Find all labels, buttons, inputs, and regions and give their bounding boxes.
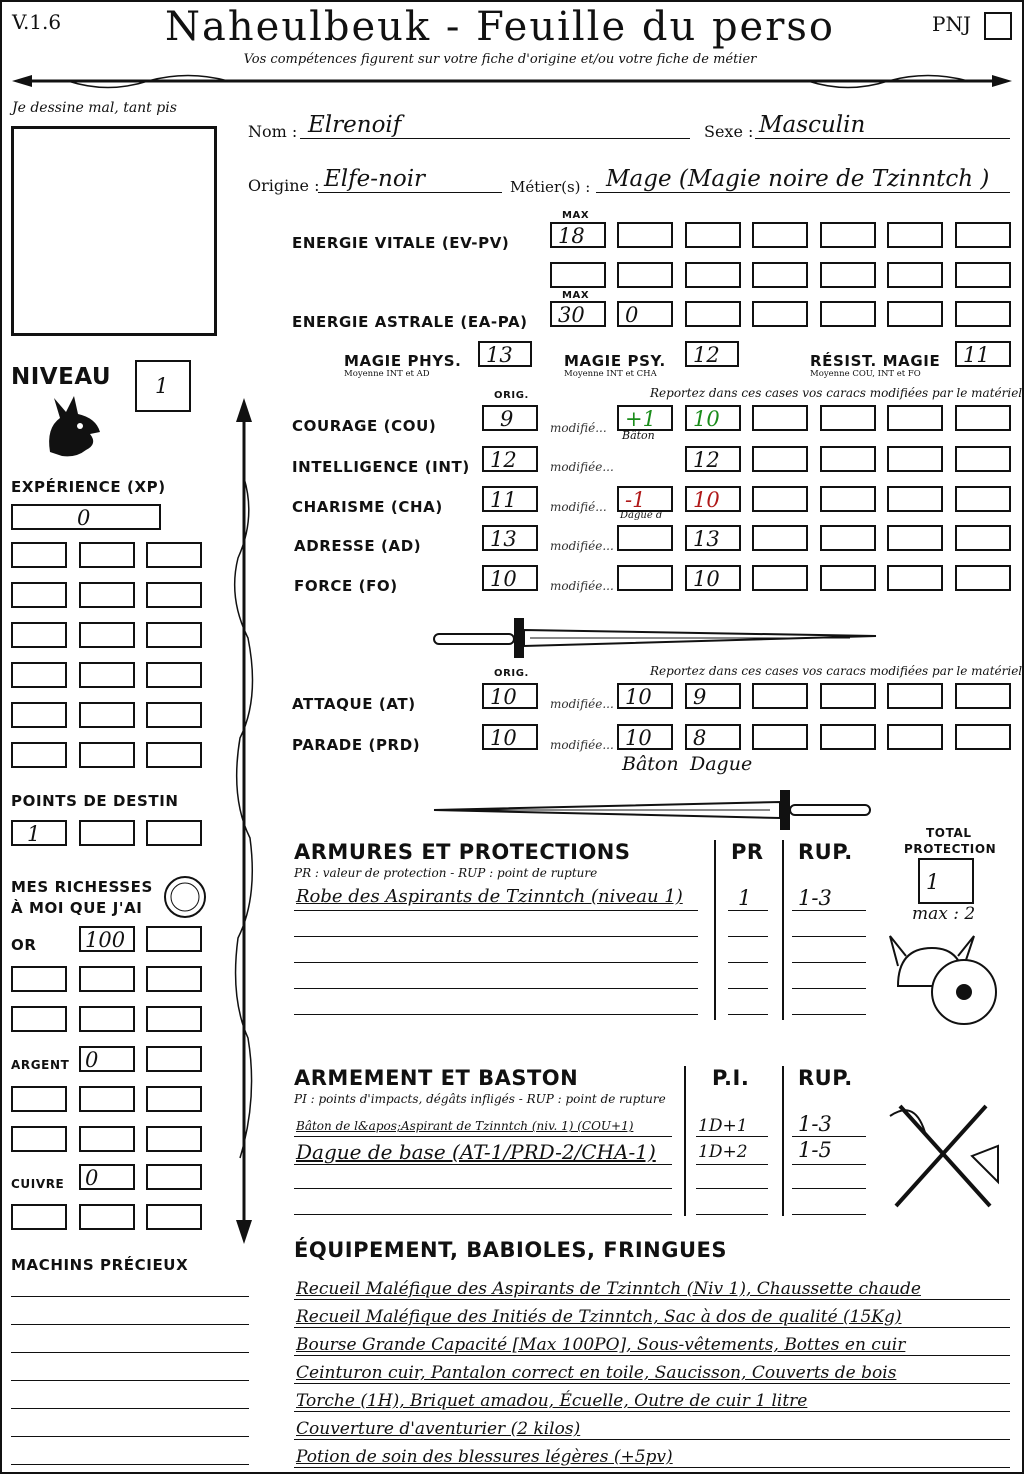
weapons-icon [886,1096,1006,1216]
parade-box-1[interactable] [617,724,673,750]
carac-value-box[interactable] [685,405,741,431]
total-protection-box[interactable] [918,858,974,904]
or-box[interactable] [79,1006,135,1032]
ev-box[interactable] [955,262,1011,288]
armure-pr-line[interactable] [728,884,768,911]
carac-delta-value: -1 [625,488,646,512]
xp-grid-box[interactable] [79,702,135,728]
combat-extra-box[interactable] [820,683,876,709]
armures-pr-header: PR [731,840,764,864]
ea-label: ENERGIE ASTRALE (EA-PA) [292,313,528,331]
xp-grid-box[interactable] [146,702,202,728]
armure-name-line[interactable] [294,990,698,1015]
attaque-orig-value: 10 [490,685,517,709]
xp-grid-box[interactable] [11,582,67,608]
attaque-label: ATTAQUE (AT) [292,695,416,713]
armure-pr-line[interactable] [728,990,768,1015]
version-label: V.1.6 [12,10,62,34]
weapon-b-label: Dague [690,753,753,775]
total-protection-label: TOTAL [926,826,972,840]
total-protection-label-2: PROTECTION [904,842,997,856]
carac-delta-box[interactable] [617,525,673,551]
portrait-box[interactable] [11,126,217,336]
metier-label: Métier(s) : [510,178,591,196]
magie-phys-box[interactable] [478,341,532,367]
machins-line[interactable] [11,1330,249,1353]
equipement-line[interactable] [294,1384,1010,1412]
machins-line[interactable] [11,1414,249,1437]
carac-extra-box[interactable] [820,486,876,512]
arme-pi-line[interactable] [696,1166,768,1189]
magie-phys-note: Moyenne INT et AD [344,369,430,379]
resist-magie-value: 11 [963,343,990,367]
equipement-line[interactable] [294,1272,1010,1300]
ea-max-label: MAX [562,290,590,301]
carac-extra-box[interactable] [955,525,1011,551]
resist-magie-box[interactable] [955,341,1011,367]
carac-modif-label: modifiée... [550,539,614,553]
carac-modif-label: modifiée... [550,579,614,593]
armure-pr-line[interactable] [728,964,768,989]
carac-orig-value: 13 [490,527,517,551]
arme-rup: 1-5 [798,1138,832,1162]
arme-rup-line[interactable] [792,1112,866,1137]
machins-line[interactable] [11,1442,249,1465]
ea-current-value: 0 [625,303,639,327]
carac-label-int: INTELLIGENCE (INT) [292,458,470,476]
ev-box[interactable] [887,262,943,288]
xp-grid-box[interactable] [146,582,202,608]
parade-orig-value: 10 [490,726,517,750]
armure-name-line[interactable] [294,938,698,963]
arme-pi-line[interactable] [696,1192,768,1215]
total-protection-max: max : 2 [912,904,976,924]
carac-value: 12 [693,448,720,472]
ea-current-box[interactable] [617,301,673,327]
ea-box[interactable] [955,301,1011,327]
carac-extra-box[interactable] [887,486,943,512]
carac-extra-box[interactable] [820,525,876,551]
carac-note: Reportez dans ces cases vos caracs modifiées par le matériel [650,386,1023,400]
armure-rup-line[interactable] [792,912,866,937]
carac-orig-box[interactable] [482,446,538,472]
argent-box[interactable] [79,1126,135,1152]
arme-name: Bâton de l&apos;Aspirant de Tzinntch (niv. 1) (COU+1) [296,1119,634,1133]
cuivre-box[interactable] [11,1204,67,1230]
carac-delta-value: +1 [625,407,656,431]
arme-pi: 1D+2 [698,1142,748,1162]
carac-value: 10 [693,488,720,512]
carac-extra-box[interactable] [752,405,808,431]
attaque-box-1[interactable] [617,683,673,709]
parade-label: PARADE (PRD) [292,736,421,754]
helmet-shield-icon [888,926,1000,1030]
carac-extra-box[interactable] [752,565,808,591]
magie-phys-label: MAGIE PHYS. [344,352,462,370]
argent-value: 0 [85,1048,99,1072]
carac-value: 10 [693,567,720,591]
or-value: 100 [85,928,126,952]
carac-extra-box[interactable] [752,486,808,512]
armure-rup-line[interactable] [792,884,866,911]
combat-extra-box[interactable] [752,683,808,709]
weapon-a-label: Bâton [622,753,679,775]
origine-field[interactable] [318,166,502,193]
armure-name-line[interactable] [294,912,698,937]
argent-box[interactable] [79,1046,135,1072]
carac-delta-box[interactable] [617,565,673,591]
xp-grid-box[interactable] [79,742,135,768]
xp-grid-box[interactable] [146,622,202,648]
armement-divider [684,1066,686,1216]
arme-name: Dague de base (AT-1/PRD-2/CHA-1) [296,1140,656,1164]
pnj-checkbox[interactable] [984,12,1012,40]
carac-extra-box[interactable] [887,446,943,472]
equipement-text: Recueil Maléfique des Aspirants de Tzinntch (Niv 1), Chaussette chaude [296,1279,921,1299]
argent-box[interactable] [146,1086,202,1112]
parade-value-1: 10 [625,726,652,750]
combat-extra-box[interactable] [752,724,808,750]
ev-max-label: MAX [562,210,590,221]
cuivre-box[interactable] [146,1204,202,1230]
carac-orig-label: ORIG. [494,390,529,401]
carac-extra-box[interactable] [887,405,943,431]
destin-value: 1 [27,822,41,846]
destin-label: POINTS DE DESTIN [11,792,179,810]
ea-max-box[interactable] [550,301,606,327]
or-label: OR [11,936,37,954]
xp-grid-box[interactable] [146,662,202,688]
carac-modif-label: modifié... [550,500,607,514]
armure-pr-line[interactable] [728,938,768,963]
ea-box[interactable] [685,301,741,327]
carac-extra-box[interactable] [887,525,943,551]
destin-box[interactable] [146,820,202,846]
carac-orig-box[interactable] [482,486,538,512]
attaque-box-2[interactable] [685,683,741,709]
armure-name: Robe des Aspirants de Tzinntch (niveau 1) [296,886,683,907]
carac-value-box[interactable] [685,525,741,551]
armure-rup-line[interactable] [792,964,866,989]
or-box[interactable] [79,966,135,992]
arme-rup-line[interactable] [792,1166,866,1189]
equipement-line[interactable] [294,1328,1010,1356]
combat-extra-box[interactable] [887,724,943,750]
magie-psy-value: 12 [693,343,720,367]
ev-box[interactable] [887,222,943,248]
carac-label-cha: CHARISME (CHA) [292,498,443,516]
arme-name-line[interactable] [294,1192,672,1215]
argent-box[interactable] [79,1086,135,1112]
ea-box[interactable] [887,301,943,327]
armement-note: PI : points d'impacts, dégâts infligés - RUP : point de rupture [294,1092,666,1106]
arme-pi: 1D+1 [698,1116,748,1136]
ev-box[interactable] [955,222,1011,248]
attaque-modif-label: modifiée... [550,697,614,711]
origine-label: Origine : [248,176,320,195]
metier-field[interactable] [596,166,1010,193]
armure-pr-line[interactable] [728,912,768,937]
spear-divider-icon [8,66,1016,96]
ev-box[interactable] [685,262,741,288]
carac-delta-note: Bâton [622,429,655,442]
carac-orig-value: 9 [500,407,514,431]
armure-name-line[interactable] [294,964,698,989]
combat-extra-box[interactable] [820,724,876,750]
cuivre-label: CUIVRE [11,1177,65,1191]
arme-rup-line[interactable] [792,1140,866,1165]
sword-icon [430,786,874,834]
carac-orig-value: 11 [490,488,517,512]
carac-value: 10 [693,407,720,431]
carac-modif-label: modifiée... [550,460,614,474]
cuivre-box[interactable] [79,1164,135,1190]
xp-grid-box[interactable] [146,742,202,768]
carac-modif-label: modifié... [550,421,607,435]
equipement-line[interactable] [294,1356,1010,1384]
xp-box[interactable] [11,504,161,530]
sexe-label: Sexe : [704,122,754,141]
xp-grid-box[interactable] [11,662,67,688]
sword-icon [430,614,880,662]
or-box[interactable] [146,1006,202,1032]
carac-delta-note: Dague d [620,510,663,521]
xp-grid-box[interactable] [79,662,135,688]
ev-box[interactable] [617,222,673,248]
arme-pi-line[interactable] [696,1140,768,1165]
equipement-text: Bourse Grande Capacité [Max 100PO], Sous-vêtements, Bottes en cuir [296,1335,906,1355]
carac-extra-box[interactable] [820,446,876,472]
carac-orig-box[interactable] [482,565,538,591]
equipement-text: Recueil Maléfique des Initiés de Tzinntch, Sac à dos de qualité (15Kg) [296,1307,902,1327]
dragon-icon [40,392,106,464]
machins-line[interactable] [11,1274,249,1297]
sexe-field[interactable] [755,112,1010,139]
page-title: Naheulbeuk - Feuille du perso [165,4,835,50]
attaque-orig-box[interactable] [482,683,538,709]
combat-orig-label: ORIG. [494,668,529,679]
magie-psy-label: MAGIE PSY. [564,352,666,370]
ea-box[interactable] [820,301,876,327]
cuivre-value: 0 [85,1166,99,1190]
machins-label: MACHINS PRÉCIEUX [11,1256,189,1274]
carac-extra-box[interactable] [955,446,1011,472]
nom-label: Nom : [248,122,298,141]
combat-note: Reportez dans ces cases vos caracs modifiées par le matériel [650,664,1023,678]
carac-extra-box[interactable] [955,405,1011,431]
machins-line[interactable] [11,1386,249,1409]
metier-value: Mage (Magie noire de Tzinntch ) [606,166,990,192]
nom-value: Elrenoif [308,112,402,138]
page-subtitle: Vos compétences figurent sur votre fiche d'origine et/ou votre fiche de métier [243,52,757,67]
carac-extra-box[interactable] [820,405,876,431]
xp-grid-box[interactable] [11,742,67,768]
carac-orig-box[interactable] [482,405,538,431]
portrait-caption: Je dessine mal, tant pis [12,100,177,116]
carac-label-ad: ADRESSE (AD) [294,537,422,555]
equipement-text: Ceinturon cuir, Pantalon correct en toile, Saucisson, Couverts de bois [296,1363,897,1383]
armement-pi-header: P.I. [712,1066,750,1090]
armure-rup: 1-3 [798,886,832,910]
ev-box[interactable] [685,222,741,248]
destin-box[interactable] [79,820,135,846]
arme-rup: 1-3 [798,1112,832,1136]
or-box[interactable] [11,1006,67,1032]
argent-box[interactable] [11,1126,67,1152]
coin-icon [162,874,208,920]
carac-extra-box[interactable] [955,486,1011,512]
xp-grid-box[interactable] [79,622,135,648]
argent-box[interactable] [146,1126,202,1152]
carac-orig-value: 12 [490,448,517,472]
armures-note: PR : valeur de protection - RUP : point de rupture [294,866,598,880]
ev-box[interactable] [820,262,876,288]
carac-orig-box[interactable] [482,525,538,551]
equipement-title: ÉQUIPEMENT, BABIOLES, FRINGUES [294,1238,727,1262]
ev-box[interactable] [550,262,606,288]
armure-rup-line[interactable] [792,990,866,1015]
armement-divider [782,1066,784,1216]
magie-psy-box[interactable] [685,341,739,367]
machins-line[interactable] [11,1302,249,1325]
sexe-value: Masculin [759,112,866,138]
or-box[interactable] [146,966,202,992]
equipement-text: Potion de soin des blessures légères (+5pv) [296,1447,673,1467]
carac-delta-box[interactable] [617,405,673,431]
xp-grid-box[interactable] [146,542,202,568]
richesses-label: MES RICHESSES [11,878,153,896]
carac-value: 13 [693,527,720,551]
argent-box[interactable] [146,1046,202,1072]
or-box[interactable] [146,926,202,952]
destin-box[interactable] [11,820,67,846]
magie-phys-value: 13 [486,343,513,367]
combat-extra-box[interactable] [955,683,1011,709]
magie-psy-note: Moyenne INT et CHA [564,369,657,379]
attaque-value-1: 10 [625,685,652,709]
carac-extra-box[interactable] [820,565,876,591]
arme-name-line[interactable] [294,1116,672,1137]
cuivre-box[interactable] [79,1204,135,1230]
xp-label: EXPÉRIENCE (XP) [11,478,166,496]
parade-modif-label: modifiée... [550,738,614,752]
resist-magie-label: RÉSIST. MAGIE [810,352,941,370]
origine-value: Elfe-noir [324,166,426,192]
ea-box[interactable] [752,301,808,327]
combat-extra-box[interactable] [887,683,943,709]
attaque-value-2: 9 [693,685,707,709]
equipement-line[interactable] [294,1412,1010,1440]
machins-line[interactable] [11,1358,249,1381]
niveau-value: 1 [155,374,169,398]
richesses-label-2: À MOI QUE J'AI [11,899,143,917]
carac-orig-value: 10 [490,567,517,591]
arme-pi-line[interactable] [696,1116,768,1137]
combat-extra-box[interactable] [955,724,1011,750]
xp-grid-box[interactable] [79,582,135,608]
armure-name-line[interactable] [294,884,698,911]
total-protection-value: 1 [926,870,940,894]
argent-box[interactable] [11,1086,67,1112]
carac-extra-box[interactable] [955,565,1011,591]
parade-box-2[interactable] [685,724,741,750]
equipement-text: Couverture d'aventurier (2 kilos) [296,1419,581,1439]
armement-rup-header: RUP. [798,1066,853,1090]
armures-rup-header: RUP. [798,840,853,864]
carac-label-cou: COURAGE (COU) [292,417,437,435]
niveau-box[interactable] [135,360,191,412]
equipement-line[interactable] [294,1300,1010,1328]
armement-title: ARMEMENT ET BASTON [294,1066,579,1090]
armures-divider [782,840,784,1020]
equipement-line[interactable] [294,1440,1010,1468]
or-box[interactable] [11,966,67,992]
carac-extra-box[interactable] [887,565,943,591]
resist-magie-note: Moyenne COU, INT et FO [810,369,921,379]
xp-value: 0 [77,506,91,530]
ev-max-box[interactable] [550,222,606,248]
ev-box[interactable] [752,222,808,248]
cuivre-box[interactable] [146,1164,202,1190]
ev-label: ENERGIE VITALE (EV-PV) [292,234,510,252]
parade-orig-box[interactable] [482,724,538,750]
niveau-label: NIVEAU [11,364,112,390]
nom-field[interactable] [300,112,690,139]
carac-extra-box[interactable] [752,525,808,551]
argent-label: ARGENT [11,1058,70,1072]
arme-rup-line[interactable] [792,1192,866,1215]
ev-box[interactable] [617,262,673,288]
armures-divider [714,840,716,1020]
equipement-text: Torche (1H), Briquet amadou, Écuelle, Outre de cuir 1 litre [296,1391,808,1411]
or-box[interactable] [79,926,135,952]
xp-grid-box[interactable] [11,702,67,728]
carac-value-box[interactable] [685,446,741,472]
xp-grid-box[interactable] [11,622,67,648]
parade-value-2: 8 [693,726,707,750]
xp-grid-box[interactable] [11,542,67,568]
ev-max-value: 18 [558,224,585,248]
ev-box[interactable] [820,222,876,248]
carac-label-fo: FORCE (FO) [294,577,398,595]
ev-box[interactable] [752,262,808,288]
arme-name-line[interactable] [294,1166,672,1189]
pnj-label: PNJ [932,12,971,36]
armure-rup-line[interactable] [792,938,866,963]
arme-name-line[interactable] [294,1140,672,1165]
spear-icon [226,398,262,1244]
armure-pr: 1 [738,886,752,910]
carac-extra-box[interactable] [752,446,808,472]
xp-grid-box[interactable] [79,542,135,568]
carac-value-box[interactable] [685,565,741,591]
carac-delta-box[interactable] [617,486,673,512]
armures-title: ARMURES ET PROTECTIONS [294,840,631,864]
ea-max-value: 30 [558,303,585,327]
carac-value-box[interactable] [685,486,741,512]
